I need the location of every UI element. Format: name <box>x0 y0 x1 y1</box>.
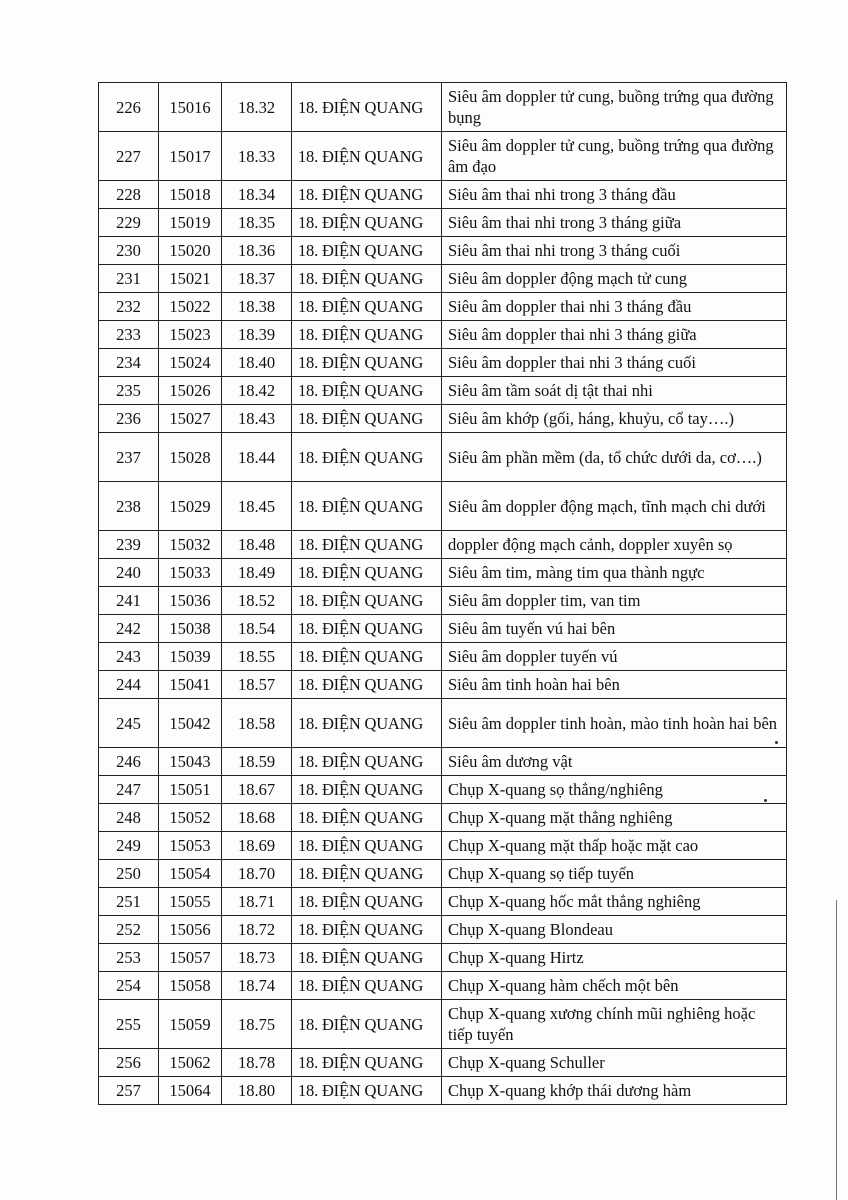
cell-code: 15020 <box>159 237 222 265</box>
cell-specialty: 18. ĐIỆN QUANG <box>292 1077 442 1105</box>
cell-specialty: 18. ĐIỆN QUANG <box>292 615 442 643</box>
cell-code: 15024 <box>159 349 222 377</box>
cell-stt: 246 <box>99 748 159 776</box>
cell-index: 18.34 <box>222 181 292 209</box>
cell-specialty: 18. ĐIỆN QUANG <box>292 832 442 860</box>
cell-index: 18.44 <box>222 433 292 482</box>
cell-stt: 234 <box>99 349 159 377</box>
procedure-table <box>98 82 787 1105</box>
cell-stt: 247 <box>99 776 159 804</box>
cell-specialty: 18. ĐIỆN QUANG <box>292 181 442 209</box>
cell-specialty: 18. ĐIỆN QUANG <box>292 1049 442 1077</box>
table-row <box>99 587 787 615</box>
table-row <box>99 615 787 643</box>
table-row <box>99 83 787 132</box>
cell-code: 15019 <box>159 209 222 237</box>
cell-procedure-name: Chụp X-quang hốc mắt thẳng nghiêng <box>442 888 787 916</box>
cell-index: 18.52 <box>222 587 292 615</box>
table-row <box>99 748 787 776</box>
cell-stt: 231 <box>99 265 159 293</box>
table-row <box>99 531 787 559</box>
cell-stt: 251 <box>99 888 159 916</box>
cell-specialty: 18. ĐIỆN QUANG <box>292 699 442 748</box>
cell-index: 18.75 <box>222 1000 292 1049</box>
cell-code: 15023 <box>159 321 222 349</box>
cell-stt: 232 <box>99 293 159 321</box>
table-row <box>99 265 787 293</box>
cell-index: 18.71 <box>222 888 292 916</box>
table-row <box>99 482 787 531</box>
cell-code: 15054 <box>159 860 222 888</box>
table-row <box>99 209 787 237</box>
cell-index: 18.59 <box>222 748 292 776</box>
cell-code: 15018 <box>159 181 222 209</box>
cell-specialty: 18. ĐIỆN QUANG <box>292 265 442 293</box>
cell-index: 18.68 <box>222 804 292 832</box>
table-row <box>99 559 787 587</box>
cell-procedure-name: Siêu âm doppler thai nhi 3 tháng giữa <box>442 321 787 349</box>
cell-code: 15051 <box>159 776 222 804</box>
table-row <box>99 776 787 804</box>
cell-specialty: 18. ĐIỆN QUANG <box>292 587 442 615</box>
cell-index: 18.55 <box>222 643 292 671</box>
cell-stt: 254 <box>99 972 159 1000</box>
cell-procedure-name: Chụp X-quang xương chính mũi nghiêng hoặc tiếp tuyến <box>442 1000 787 1049</box>
cell-procedure-name: Siêu âm tinh hoàn hai bên <box>442 671 787 699</box>
cell-stt: 255 <box>99 1000 159 1049</box>
cell-stt: 244 <box>99 671 159 699</box>
cell-stt: 238 <box>99 482 159 531</box>
cell-index: 18.33 <box>222 132 292 181</box>
cell-index: 18.32 <box>222 83 292 132</box>
cell-procedure-name: Chụp X-quang khớp thái dương hàm <box>442 1077 787 1105</box>
cell-code: 15057 <box>159 944 222 972</box>
cell-index: 18.40 <box>222 349 292 377</box>
cell-code: 15021 <box>159 265 222 293</box>
cell-stt: 230 <box>99 237 159 265</box>
cell-stt: 236 <box>99 405 159 433</box>
cell-procedure-name: Siêu âm doppler tử cung, buồng trứng qua đường âm đạo <box>442 132 787 181</box>
cell-procedure-name: Siêu âm doppler tinh hoàn, mào tinh hoàn hai bên <box>442 699 787 748</box>
table-row <box>99 349 787 377</box>
cell-stt: 257 <box>99 1077 159 1105</box>
table-row <box>99 888 787 916</box>
cell-specialty: 18. ĐIỆN QUANG <box>292 972 442 1000</box>
cell-stt: 248 <box>99 804 159 832</box>
cell-procedure-name: Siêu âm khớp (gối, háng, khuỷu, cổ tay….) <box>442 405 787 433</box>
cell-code: 15016 <box>159 83 222 132</box>
cell-stt: 229 <box>99 209 159 237</box>
cell-index: 18.80 <box>222 1077 292 1105</box>
cell-stt: 252 <box>99 916 159 944</box>
cell-code: 15017 <box>159 132 222 181</box>
table-row <box>99 321 787 349</box>
cell-stt: 243 <box>99 643 159 671</box>
cell-procedure-name: Siêu âm phần mềm (da, tổ chức dưới da, cơ….) <box>442 433 787 482</box>
procedure-table-body <box>99 83 787 1105</box>
table-row <box>99 804 787 832</box>
cell-code: 15032 <box>159 531 222 559</box>
cell-procedure-name: Siêu âm doppler động mạch tử cung <box>442 265 787 293</box>
cell-stt: 233 <box>99 321 159 349</box>
cell-index: 18.74 <box>222 972 292 1000</box>
cell-stt: 253 <box>99 944 159 972</box>
cell-index: 18.78 <box>222 1049 292 1077</box>
cell-code: 15055 <box>159 888 222 916</box>
cell-index: 18.37 <box>222 265 292 293</box>
cell-stt: 242 <box>99 615 159 643</box>
table-row <box>99 860 787 888</box>
cell-index: 18.38 <box>222 293 292 321</box>
scan-edge-line <box>836 900 837 1200</box>
cell-code: 15026 <box>159 377 222 405</box>
cell-index: 18.39 <box>222 321 292 349</box>
table-row <box>99 944 787 972</box>
cell-code: 15038 <box>159 615 222 643</box>
cell-index: 18.45 <box>222 482 292 531</box>
table-row <box>99 181 787 209</box>
cell-procedure-name: Siêu âm thai nhi trong 3 tháng cuối <box>442 237 787 265</box>
cell-specialty: 18. ĐIỆN QUANG <box>292 405 442 433</box>
cell-code: 15043 <box>159 748 222 776</box>
cell-index: 18.36 <box>222 237 292 265</box>
table-row <box>99 832 787 860</box>
cell-procedure-name: doppler động mạch cảnh, doppler xuyên sọ <box>442 531 787 559</box>
cell-index: 18.35 <box>222 209 292 237</box>
cell-procedure-name: Siêu âm tim, màng tim qua thành ngực <box>442 559 787 587</box>
cell-stt: 228 <box>99 181 159 209</box>
cell-specialty: 18. ĐIỆN QUANG <box>292 888 442 916</box>
cell-procedure-name: Chụp X-quang sọ tiếp tuyến <box>442 860 787 888</box>
cell-stt: 226 <box>99 83 159 132</box>
cell-procedure-name: Siêu âm doppler tim, van tim <box>442 587 787 615</box>
cell-procedure-name: Siêu âm doppler động mạch, tĩnh mạch chi dưới <box>442 482 787 531</box>
cell-stt: 239 <box>99 531 159 559</box>
cell-stt: 241 <box>99 587 159 615</box>
cell-specialty: 18. ĐIỆN QUANG <box>292 377 442 405</box>
table-row <box>99 699 787 748</box>
cell-index: 18.72 <box>222 916 292 944</box>
cell-stt: 227 <box>99 132 159 181</box>
cell-procedure-name: Siêu âm doppler thai nhi 3 tháng cuối <box>442 349 787 377</box>
cell-specialty: 18. ĐIỆN QUANG <box>292 776 442 804</box>
cell-specialty: 18. ĐIỆN QUANG <box>292 671 442 699</box>
cell-stt: 240 <box>99 559 159 587</box>
cell-specialty: 18. ĐIỆN QUANG <box>292 916 442 944</box>
cell-index: 18.48 <box>222 531 292 559</box>
cell-specialty: 18. ĐIỆN QUANG <box>292 643 442 671</box>
cell-stt: 249 <box>99 832 159 860</box>
table-row <box>99 132 787 181</box>
table-row <box>99 643 787 671</box>
cell-code: 15056 <box>159 916 222 944</box>
table-row <box>99 237 787 265</box>
cell-code: 15042 <box>159 699 222 748</box>
cell-specialty: 18. ĐIỆN QUANG <box>292 804 442 832</box>
cell-stt: 235 <box>99 377 159 405</box>
cell-specialty: 18. ĐIỆN QUANG <box>292 482 442 531</box>
cell-stt: 245 <box>99 699 159 748</box>
cell-stt: 237 <box>99 433 159 482</box>
cell-code: 15028 <box>159 433 222 482</box>
table-row <box>99 377 787 405</box>
table-row <box>99 916 787 944</box>
cell-stt: 250 <box>99 860 159 888</box>
cell-specialty: 18. ĐIỆN QUANG <box>292 132 442 181</box>
table-row <box>99 972 787 1000</box>
cell-specialty: 18. ĐIỆN QUANG <box>292 748 442 776</box>
table-row <box>99 671 787 699</box>
cell-index: 18.54 <box>222 615 292 643</box>
cell-specialty: 18. ĐIỆN QUANG <box>292 1000 442 1049</box>
scan-dot <box>764 799 767 802</box>
cell-specialty: 18. ĐIỆN QUANG <box>292 944 442 972</box>
table-row <box>99 405 787 433</box>
cell-code: 15053 <box>159 832 222 860</box>
table-row <box>99 293 787 321</box>
table-row <box>99 1049 787 1077</box>
cell-code: 15036 <box>159 587 222 615</box>
cell-specialty: 18. ĐIỆN QUANG <box>292 209 442 237</box>
cell-index: 18.70 <box>222 860 292 888</box>
cell-procedure-name: Chụp X-quang mặt thẳng nghiêng <box>442 804 787 832</box>
cell-index: 18.58 <box>222 699 292 748</box>
cell-index: 18.57 <box>222 671 292 699</box>
cell-procedure-name: Siêu âm thai nhi trong 3 tháng đầu <box>442 181 787 209</box>
cell-specialty: 18. ĐIỆN QUANG <box>292 321 442 349</box>
cell-code: 15058 <box>159 972 222 1000</box>
cell-specialty: 18. ĐIỆN QUANG <box>292 559 442 587</box>
cell-index: 18.42 <box>222 377 292 405</box>
table-row <box>99 433 787 482</box>
cell-specialty: 18. ĐIỆN QUANG <box>292 349 442 377</box>
cell-index: 18.67 <box>222 776 292 804</box>
cell-code: 15033 <box>159 559 222 587</box>
cell-procedure-name: Siêu âm dương vật <box>442 748 787 776</box>
cell-procedure-name: Siêu âm doppler thai nhi 3 tháng đầu <box>442 293 787 321</box>
cell-procedure-name: Siêu âm doppler tử cung, buồng trứng qua đường bụng <box>442 83 787 132</box>
cell-procedure-name: Siêu âm thai nhi trong 3 tháng giữa <box>442 209 787 237</box>
cell-index: 18.69 <box>222 832 292 860</box>
cell-code: 15062 <box>159 1049 222 1077</box>
cell-code: 15052 <box>159 804 222 832</box>
cell-procedure-name: Chụp X-quang mặt thấp hoặc mặt cao <box>442 832 787 860</box>
cell-specialty: 18. ĐIỆN QUANG <box>292 531 442 559</box>
cell-procedure-name: Siêu âm tầm soát dị tật thai nhi <box>442 377 787 405</box>
cell-specialty: 18. ĐIỆN QUANG <box>292 83 442 132</box>
cell-specialty: 18. ĐIỆN QUANG <box>292 293 442 321</box>
cell-specialty: 18. ĐIỆN QUANG <box>292 433 442 482</box>
cell-procedure-name: Siêu âm tuyến vú hai bên <box>442 615 787 643</box>
cell-specialty: 18. ĐIỆN QUANG <box>292 237 442 265</box>
scan-dot <box>775 741 778 744</box>
cell-procedure-name: Chụp X-quang Hirtz <box>442 944 787 972</box>
cell-procedure-name: Siêu âm doppler tuyến vú <box>442 643 787 671</box>
cell-index: 18.43 <box>222 405 292 433</box>
cell-code: 15064 <box>159 1077 222 1105</box>
table-row <box>99 1077 787 1105</box>
cell-code: 15029 <box>159 482 222 531</box>
cell-index: 18.49 <box>222 559 292 587</box>
cell-specialty: 18. ĐIỆN QUANG <box>292 860 442 888</box>
cell-code: 15027 <box>159 405 222 433</box>
cell-code: 15059 <box>159 1000 222 1049</box>
cell-procedure-name: Chụp X-quang hàm chếch một bên <box>442 972 787 1000</box>
cell-procedure-name: Chụp X-quang Blondeau <box>442 916 787 944</box>
cell-code: 15022 <box>159 293 222 321</box>
cell-procedure-name: Chụp X-quang Schuller <box>442 1049 787 1077</box>
cell-code: 15039 <box>159 643 222 671</box>
cell-stt: 256 <box>99 1049 159 1077</box>
cell-index: 18.73 <box>222 944 292 972</box>
cell-procedure-name: Chụp X-quang sọ thẳng/nghiêng <box>442 776 787 804</box>
cell-code: 15041 <box>159 671 222 699</box>
table-row <box>99 1000 787 1049</box>
